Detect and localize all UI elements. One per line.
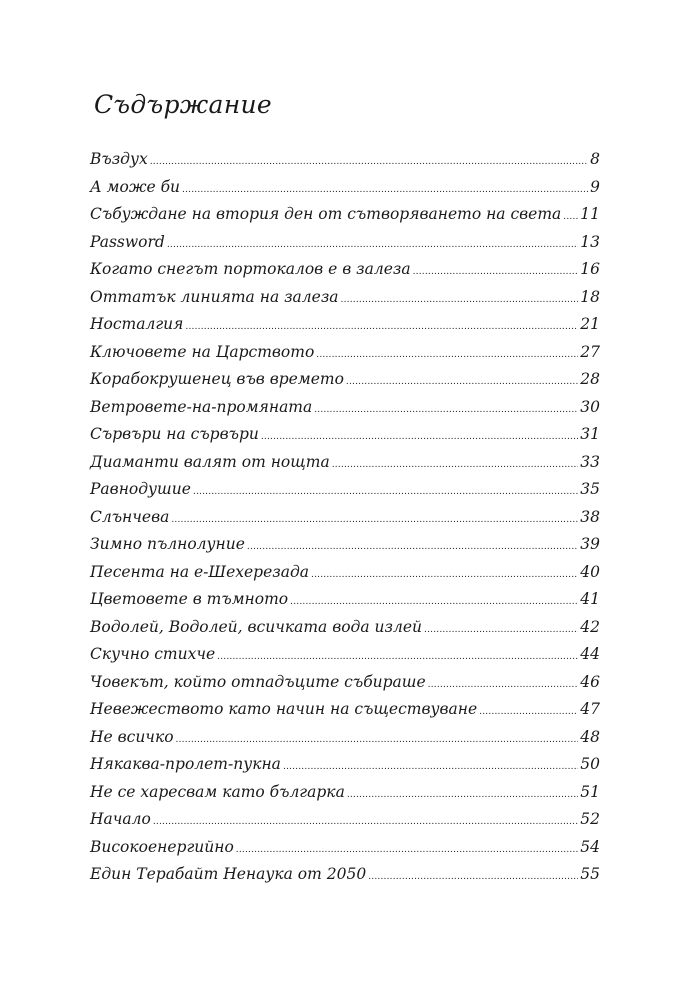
toc-entry-page: 33 [580, 452, 600, 471]
toc-entry-page: 50 [580, 755, 600, 773]
toc-entry-page: 44 [580, 645, 600, 663]
toc-entry-title: Високоенергийно [90, 837, 234, 856]
toc-entry-title: Диаманти валят от нощта [90, 452, 330, 471]
toc-entry-title: Password [90, 232, 165, 251]
dot-leader [153, 817, 578, 827]
dot-leader [150, 157, 588, 167]
toc-entry-page: 46 [580, 672, 600, 691]
dot-leader [413, 267, 579, 277]
toc-entry [90, 563, 600, 591]
toc-entry-title: Един Терабайт Ненаука от 2050 [90, 865, 367, 883]
toc-entry-title: Ключовете на Царството [90, 342, 315, 361]
toc-entry-title: Събуждане на втория ден от сътворяването на света [90, 205, 562, 223]
toc-entry [90, 398, 600, 426]
toc-entry [90, 535, 600, 563]
toc-entry-page: 40 [580, 562, 600, 581]
toc-entry-page: 41 [580, 590, 600, 608]
toc-entry-title: Водолей, Водолей, всичката вода излей [90, 617, 423, 636]
toc-entry [90, 810, 600, 838]
toc-entry [90, 508, 600, 536]
toc-entry-page: 9 [590, 177, 600, 196]
dot-leader [347, 790, 578, 800]
dot-leader [167, 240, 578, 250]
toc-entry-page: 54 [580, 837, 600, 856]
dot-leader [332, 460, 579, 470]
toc-entry [90, 480, 600, 508]
toc-entry-title: Песента на е-Шехерезада [90, 562, 310, 581]
dot-leader [247, 542, 578, 552]
toc-entry-page: 39 [580, 535, 600, 553]
toc-entry-title: Корабокрушенец във времето [90, 370, 344, 388]
toc-entry [90, 288, 600, 316]
toc-entry [90, 618, 600, 646]
toc-entry [90, 838, 600, 866]
toc-entry [90, 370, 600, 398]
dot-leader [424, 625, 578, 635]
toc-entry [90, 673, 600, 701]
toc-entry [90, 260, 600, 288]
dot-leader [182, 185, 588, 195]
toc-entry-page: 38 [580, 507, 600, 526]
toc-entry-title: Въздух [90, 150, 148, 168]
toc-entry [90, 590, 600, 618]
toc-entry-page: 47 [580, 700, 600, 718]
toc-entry-title: Сървъри на сървъри [90, 425, 259, 443]
toc-entry-title: Не се харесвам като българка [90, 782, 345, 801]
dot-leader [316, 350, 578, 360]
toc-entry-title: Когато снегът портокалов е в залеза [90, 260, 411, 278]
toc-entry-page: 11 [580, 205, 600, 223]
toc-entry [90, 645, 600, 673]
toc-entry-title: Не всичко [90, 727, 174, 746]
toc-entry-page: 35 [580, 480, 600, 498]
toc-entry [90, 453, 600, 481]
toc-entry-page: 8 [590, 150, 600, 168]
toc-entry-title: Ветровете-на-промяната [90, 397, 313, 416]
toc-entry [90, 755, 600, 783]
toc-entry-title: Оттатък линията на залеза [90, 287, 339, 306]
toc-entry [90, 178, 600, 206]
toc-entry-title: А може би [90, 177, 181, 196]
dot-leader [314, 405, 578, 415]
toc-entry [90, 700, 600, 728]
toc-entry-page: 13 [580, 232, 600, 251]
toc-entry-title: Начало [90, 810, 151, 828]
toc-entry-page: 52 [580, 810, 600, 828]
dot-leader [563, 212, 578, 222]
toc-entry-page: 18 [580, 287, 600, 306]
toc-entry-page: 16 [580, 260, 600, 278]
dot-leader [283, 762, 578, 772]
dot-leader [368, 872, 578, 882]
toc-entry-title: Невежеството като начин на съществуване [90, 700, 478, 718]
toc-list [90, 150, 600, 893]
toc-entry [90, 315, 600, 343]
toc-entry-title: Скучно стихче [90, 645, 216, 663]
toc-entry [90, 865, 600, 893]
toc-entry-page: 48 [580, 727, 600, 746]
toc-entry-page: 27 [580, 342, 600, 361]
dot-leader [261, 432, 578, 442]
dot-leader [217, 652, 578, 662]
toc-entry-page: 21 [580, 315, 600, 333]
dot-leader [346, 377, 578, 387]
dot-leader [341, 295, 579, 305]
toc-entry [90, 425, 600, 453]
toc-entry [90, 728, 600, 756]
toc-entry-page: 55 [580, 865, 600, 883]
dot-leader [311, 570, 578, 580]
toc-entry-title: Носталгия [90, 315, 184, 333]
toc-entry [90, 783, 600, 811]
dot-leader [193, 487, 578, 497]
dot-leader [185, 322, 578, 332]
toc-entry-page: 30 [580, 397, 600, 416]
toc-heading: Съдържание [94, 90, 272, 119]
toc-entry-title: Зимно пълнолуние [90, 535, 245, 553]
toc-entry-title: Някаква-пролет-пукна [90, 755, 281, 773]
dot-leader [479, 707, 578, 717]
toc-entry-page: 51 [580, 782, 600, 801]
dot-leader [290, 597, 578, 607]
toc-entry [90, 150, 600, 178]
dot-leader [236, 845, 578, 855]
toc-entry-page: 42 [580, 617, 600, 636]
toc-entry-title: Слънчева [90, 507, 170, 526]
dot-leader [176, 735, 579, 745]
dot-leader [428, 680, 579, 690]
toc-entry [90, 233, 600, 261]
toc-entry [90, 343, 600, 371]
dot-leader [171, 515, 578, 525]
toc-entry-title: Цветовете в тъмното [90, 590, 289, 608]
toc-entry-page: 31 [580, 425, 600, 443]
toc-entry-title: Равнодушие [90, 480, 191, 498]
toc-entry-page: 28 [580, 370, 600, 388]
toc-entry [90, 205, 600, 233]
toc-entry-title: Човекът, който отпадъците събираше [90, 672, 426, 691]
